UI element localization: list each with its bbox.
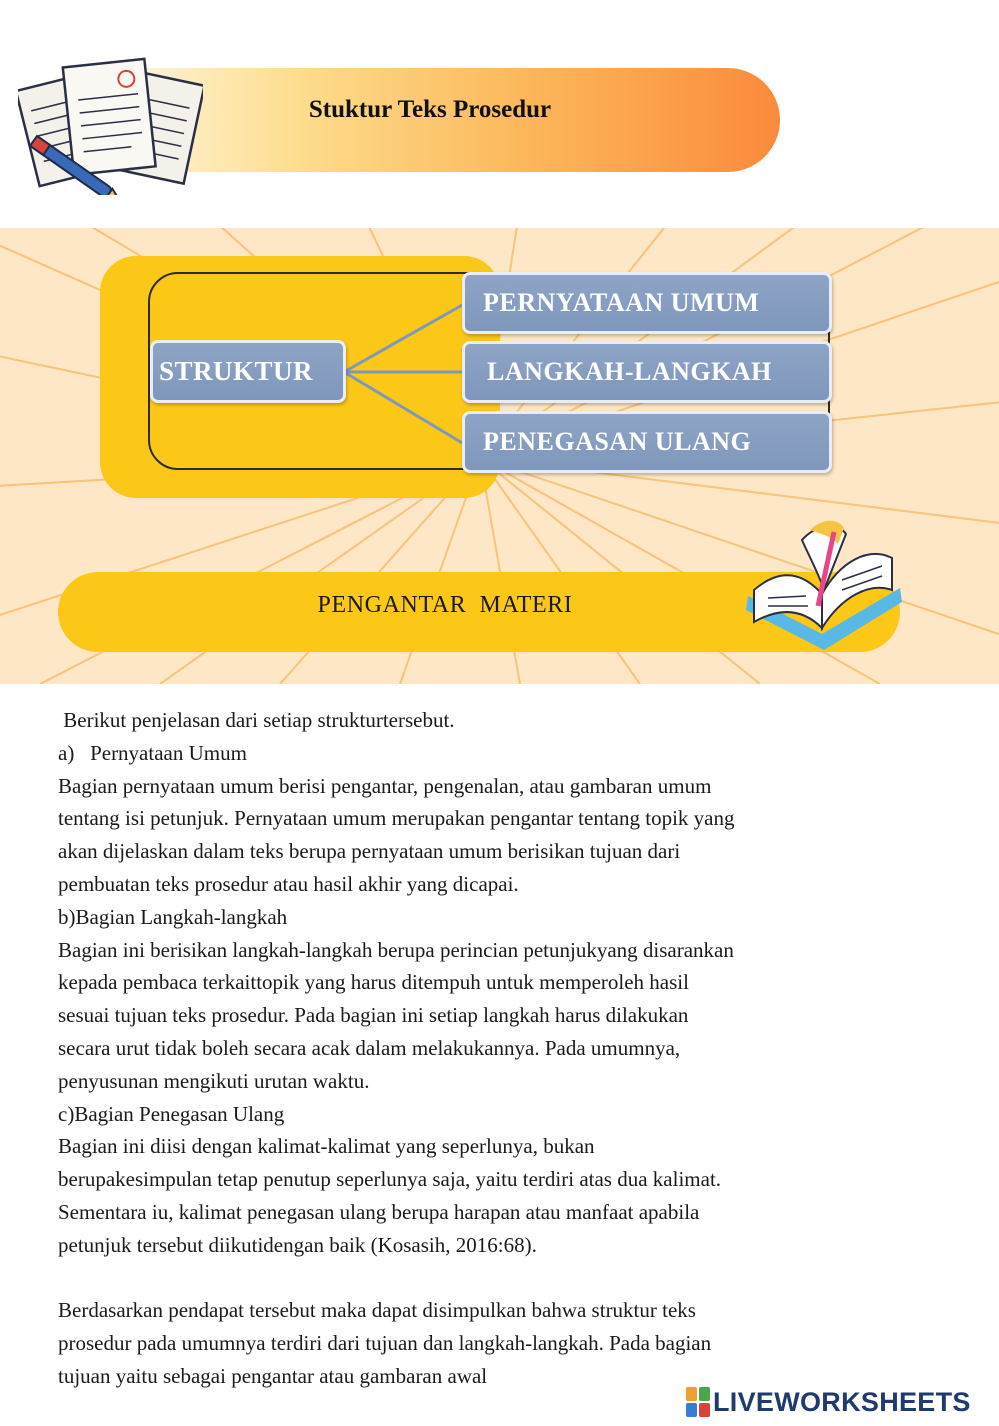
paragraph-line: tentang isi petunjuk. Pernyataan umum merupakan pengantar tentang topik yang bbox=[58, 806, 735, 831]
papers-with-pen-icon bbox=[18, 55, 203, 195]
paragraph-line: Sementara iu, kalimat penegasan ulang berupa harapan atau manfaat apabila bbox=[58, 1199, 700, 1224]
paragraph-line: Bagian ini diisi dengan kalimat-kalimat yang seperlunya, bukan bbox=[58, 1134, 595, 1159]
heading-pernyataan-umum: a) Pernyataan Umum bbox=[58, 740, 247, 765]
conclusion-line: tujuan yaitu sebagai pengantar atau gambaran awal bbox=[58, 1363, 488, 1388]
heading-langkah-langkah: b)Bagian Langkah-langkah bbox=[58, 904, 288, 929]
struktur-box: STRUKTUR bbox=[150, 340, 346, 403]
liveworksheets-logo[interactable] bbox=[686, 1382, 991, 1422]
paragraph-line: kepada pembaca terkaittopik yang harus ditempuh untuk memperoleh hasil bbox=[58, 970, 689, 995]
paragraph-line: secara urut tidak boleh secara acak dalam melakukannya. Pada umumnya, bbox=[58, 1035, 681, 1060]
paragraph-line: pembuatan teks prosedur atau hasil akhir yang dicapai. bbox=[58, 871, 519, 896]
paragraph-line: penyusunan mengikuti urutan waktu. bbox=[58, 1068, 370, 1093]
paragraph-gap bbox=[58, 1262, 898, 1295]
conclusion-line: prosedur pada umumnya terdiri dari tujuan dan langkah-langkah. Pada bagian bbox=[58, 1331, 712, 1356]
paragraph-line: Bagian ini berisikan langkah-langkah berupa perincian petunjukyang disarankan bbox=[58, 937, 734, 962]
paragraph-line: akan dijelaskan dalam teks berupa pernyataan umum berisikan tujuan dari bbox=[58, 839, 681, 864]
paragraph-line: berupakesimpulan tetap penutup seperlunya saja, yaitu terdiri atas dua kalimat. bbox=[58, 1167, 722, 1192]
paragraph-line: Bagian pernyataan umum berisi pengantar, pengenalan, atau gambaran umum bbox=[58, 773, 712, 798]
section-title: PENGANTAR MATERI bbox=[317, 592, 573, 618]
conclusion-line: Berdasarkan pendapat tersebut maka dapat disimpulkan bahwa struktur teks bbox=[58, 1298, 696, 1323]
logo-text: LIVEWORKSHEETS bbox=[713, 1386, 971, 1417]
pernyataan-umum-box: PERNYATAAN UMUM bbox=[462, 272, 832, 334]
body-text bbox=[58, 704, 898, 1393]
page-title: Stuktur Teks Prosedur bbox=[308, 96, 552, 123]
diagram-connectors bbox=[340, 300, 470, 450]
langkah-langkah-box: LANGKAH-LANGKAH bbox=[462, 341, 832, 403]
open-book-icon bbox=[742, 510, 907, 658]
liveworksheets-logo-icon bbox=[686, 1387, 710, 1417]
penegasan-ulang-box: PENEGASAN ULANG bbox=[462, 411, 832, 473]
paragraph-line: petunjuk tersebut diikutidengan baik (Kosasih, 2016:68). bbox=[58, 1232, 537, 1257]
intro-line: Berikut penjelasan dari setiap strukturtersebut. bbox=[58, 708, 455, 732]
paragraph-line: sesuai tujuan teks prosedur. Pada bagian ini setiap langkah harus dilakukan bbox=[58, 1003, 689, 1028]
heading-penegasan-ulang: c)Bagian Penegasan Ulang bbox=[58, 1101, 285, 1126]
